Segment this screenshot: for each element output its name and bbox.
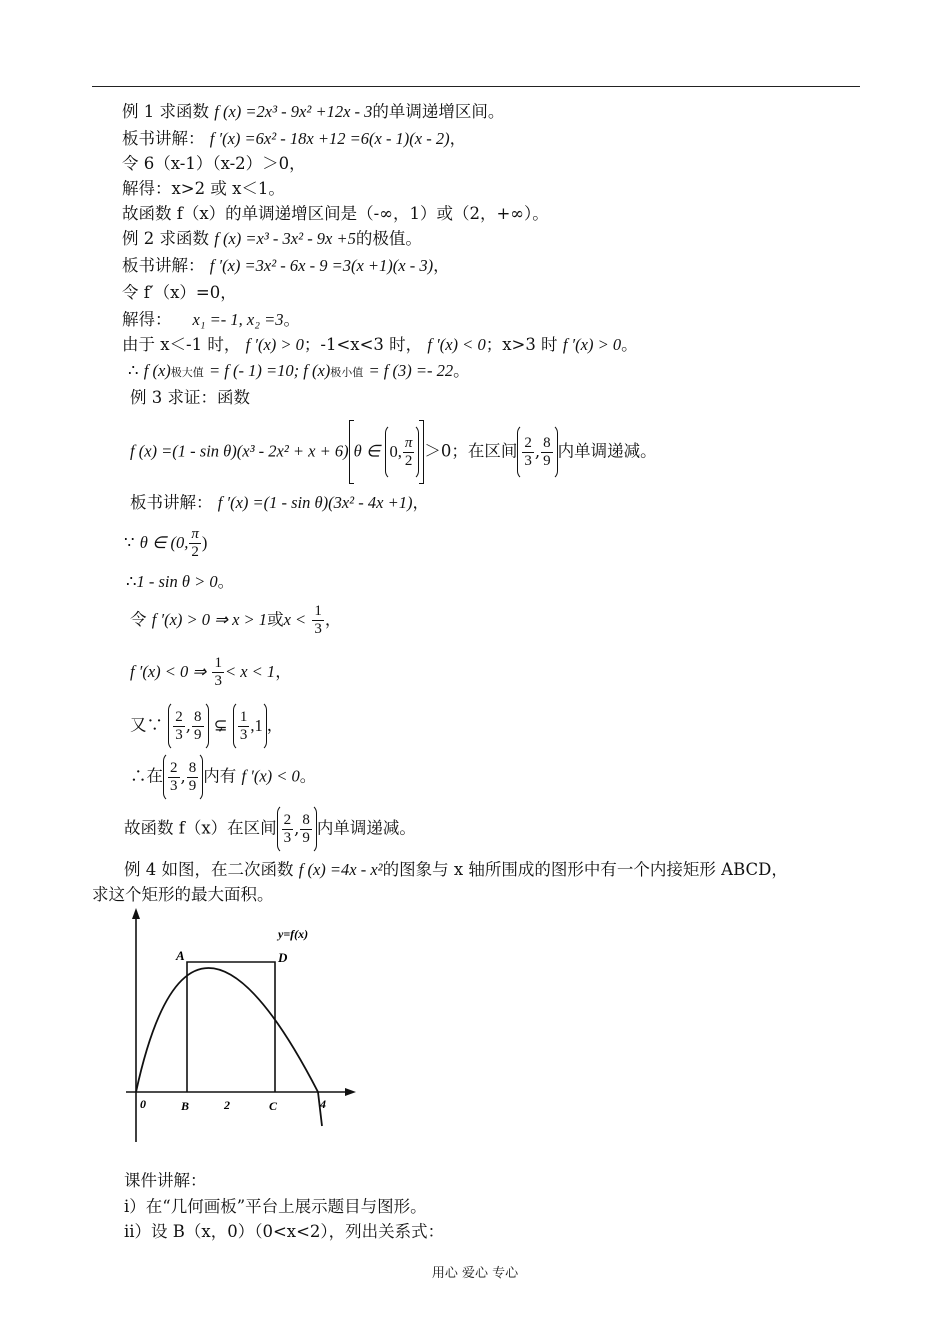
ex3-increasing-cond: 令 f ′(x) > 0 ⇒ x > 1或x < $\frac{1}{3}$ ，: [130, 603, 342, 637]
ex3-positive-factor: ∴1 - sin θ > 0。: [126, 572, 235, 591]
tick-2-label: 2: [224, 1098, 230, 1112]
ex3-negative-derivative: ∴在 $\frac{2}{3}$ , $\frac{8}{9}$ 内有 f ′(x) < 0。: [130, 752, 316, 802]
ex4-question-line2: 求这个矩形的最大面积。: [92, 885, 274, 904]
tick-4-label: 4: [320, 1097, 326, 1111]
ex1-conclusion: 故函数 f（x）的单调递增区间是（-∞，1）或（2，+∞）。: [122, 204, 549, 223]
header-rule: [92, 86, 860, 87]
ex2-set-zero: 令 f′（x）=0，: [122, 283, 237, 302]
courseware-step-2: ii）设 B（x，0）（0<x<2），列出关系式：: [124, 1222, 445, 1241]
ex2-extrema: ∴ f (x)极大值 = f (- 1) =10; f (x)极小值 = f (3) =- 22。: [128, 361, 470, 380]
ex2-roots: 解得： x₁ =- 1, x₂ =3。: [122, 310, 300, 329]
ex3-derivative: 板书讲解： f ′(x) =(1 - sin θ)(3x² - 4x +1)，: [130, 493, 429, 512]
ex3-theta-range: ∵ θ ∈ (0, $\frac{\pi}{2}$ ): [124, 526, 208, 560]
parabola-figure: [118, 904, 368, 1149]
y-axis-arrow: [132, 908, 140, 919]
ex1-function: f (x) =2x³ - 9x² +12x - 3: [214, 102, 373, 121]
origin-label: 0: [140, 1097, 146, 1111]
courseware-step-1: i）在“几何画板”平台上展示题目与图形。: [124, 1197, 427, 1216]
ex3-conclusion: 故函数 f（x）在区间 $\frac{2}{3}$ , $\frac{8}{9}$ 内单调递减。: [124, 804, 416, 854]
ex1-solution: 解得：x>2 或 x＜1。: [122, 179, 285, 198]
courseware-heading: 课件讲解：: [124, 1171, 207, 1190]
ex3-question: 例 3 求证：函数: [130, 388, 250, 407]
ex4-question-line1: 例 4 如图，在二次函数 f (x) =4x - x²的图象与 x 轴所围成的图形中有一个内接矩形 ABCD，: [124, 860, 788, 879]
ex3-decreasing-cond: f ′(x) < 0 ⇒ $\frac{1}{3}$ < x < 1，: [130, 655, 292, 689]
ex2-question: 例 2 求函数 f (x) =x³ - 3x² - 9x +5的极值。: [122, 229, 422, 248]
ex1-inequality: 令 6（x-1）（x-2）＞0，: [122, 154, 306, 173]
curve-label: y=f(x): [278, 927, 309, 941]
point-a-label: A: [176, 948, 185, 963]
point-c-label: C: [269, 1099, 278, 1113]
page-footer: 用心 爱心 专心: [431, 1266, 519, 1281]
point-d-label: D: [278, 950, 288, 965]
ex2-derivative: 板书讲解： f ′(x) =3x² - 6x - 9 =3(x +1)(x - 3)，: [122, 256, 450, 275]
inscribed-rectangle: [187, 962, 275, 1092]
point-b-label: B: [181, 1099, 190, 1113]
ex3-function-statement: f (x) =(1 - sin θ)(x³ - 2x² + x + 6) θ ∈ 0, $\frac{\pi}{2}$ ＞0；在区间 $\frac{2}{3}$ , $\frac{8}{9}$ 内单调递减。: [130, 420, 657, 484]
ex1-derivative: 板书讲解： f ′(x) =6x² - 18x +12 =6(x - 1)(x - 2)，: [122, 129, 467, 148]
ex3-subset: 又∵ $\frac{2}{3}$ , $\frac{8}{9}$ ⊊ $\frac{1}{3}$ ,1 ，: [130, 701, 283, 751]
ex2-sign-analysis: 由于 x＜-1 时， f ′(x) > 0；-1<x<3 时， f ′(x) < 0；x>3 时 f ′(x) > 0。: [122, 335, 638, 354]
x-axis-arrow: [345, 1088, 356, 1096]
ex1-question: 例 1 求函数 f (x) =2x³ - 9x² +12x - 3的单调递增区间。: [122, 102, 505, 121]
